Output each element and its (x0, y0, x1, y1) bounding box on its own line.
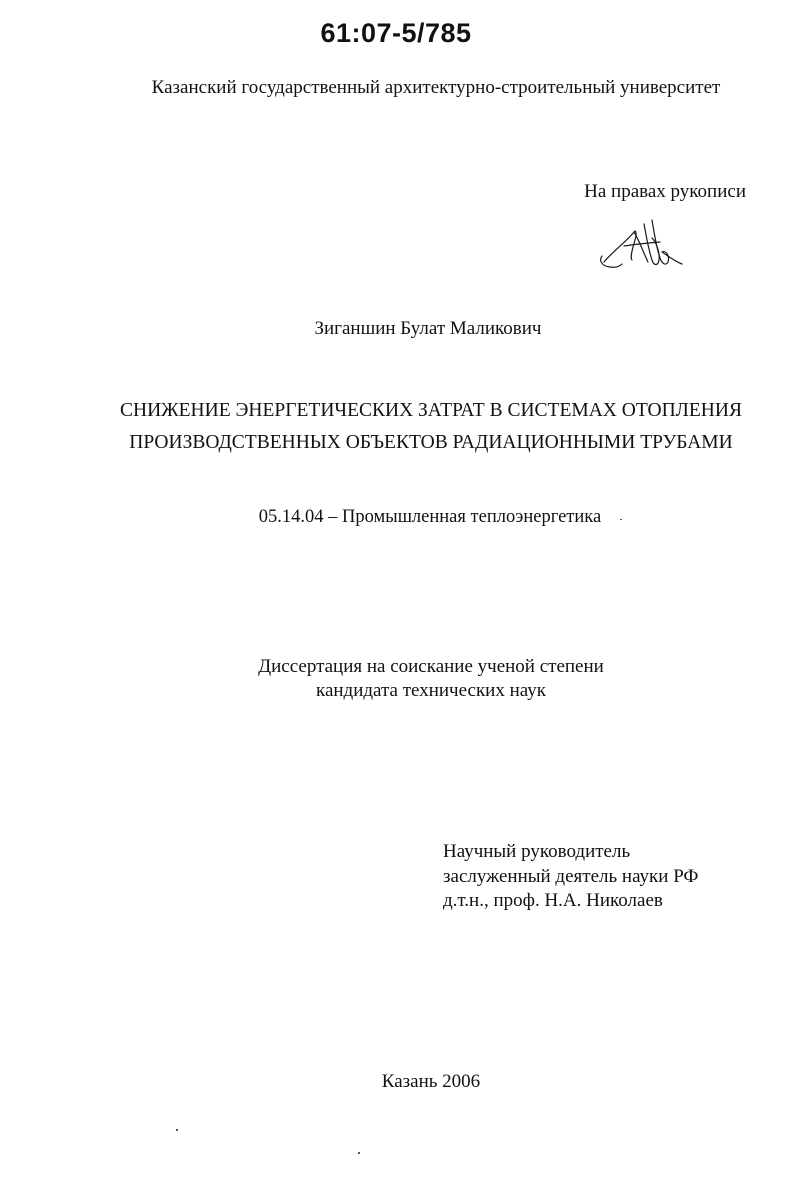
dissertation-title (0, 395, 792, 459)
university-name: Казанский государственный архитектурно-строительный университет (151, 77, 721, 98)
supervisor-line-3: д.т.н., проф. Н.А. Николаев (443, 890, 663, 911)
supervisor-line-1: Научный руководитель (443, 841, 631, 862)
catalog-number: 61:07-5/785 (320, 18, 472, 48)
author-name: Зиганшин Булат Маликович (314, 318, 542, 339)
scan-speck (620, 519, 622, 520)
supervisor-block (443, 840, 698, 914)
specialty-code: 05.14.04 – Промышленная теплоэнергетика (258, 507, 602, 527)
degree-statement (0, 655, 792, 703)
title-line-2: ПРОИЗВОДСТВЕННЫХ ОБЪЕКТОВ РАДИАЦИОННЫМИ ТРУБАМИ (129, 432, 733, 453)
scan-speck (358, 1152, 360, 1154)
supervisor-line-2: заслуженный деятель науки РФ (443, 865, 699, 887)
manuscript-rights-note: На правах рукописи (584, 181, 746, 202)
handwritten-signature (596, 212, 691, 274)
title-line-1: СНИЖЕНИЕ ЭНЕРГЕТИЧЕСКИХ ЗАТРАТ В СИСТЕМАХ ОТОПЛЕНИЯ (120, 400, 742, 421)
place-and-year: Казань 2006 (381, 1071, 481, 1092)
scan-speck (176, 1129, 178, 1131)
degree-line-1: Диссертация на соискание ученой степени (258, 656, 604, 677)
degree-line-2: кандидата технических наук (316, 680, 546, 701)
